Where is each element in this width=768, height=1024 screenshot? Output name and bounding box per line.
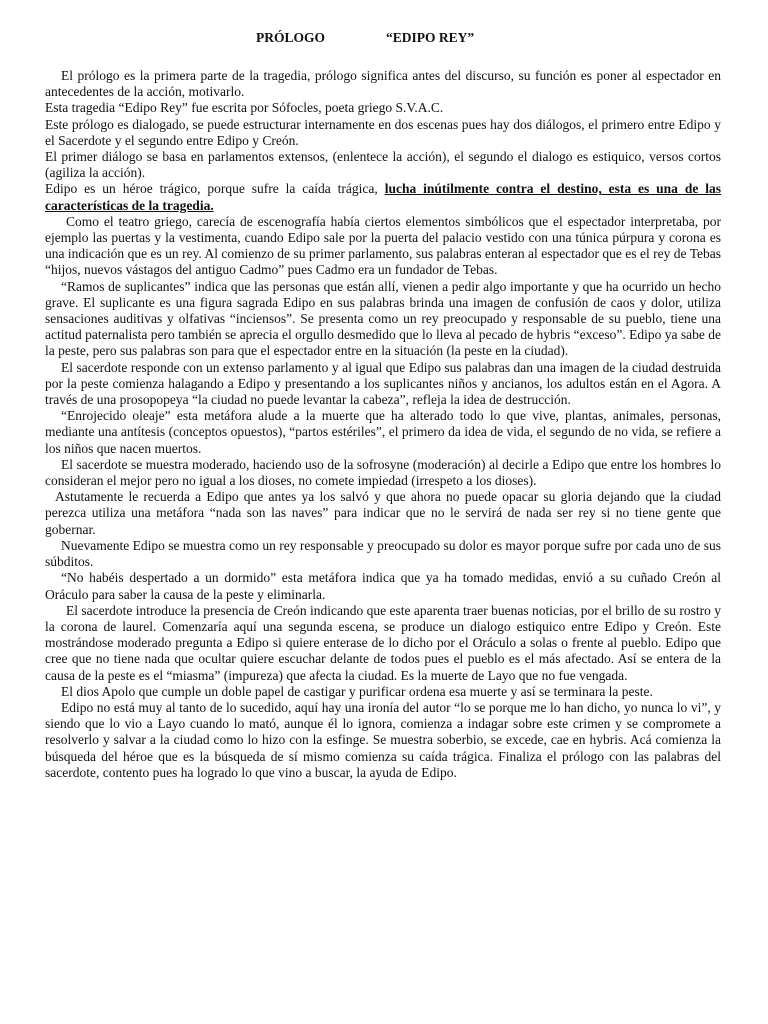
paragraph: El prólogo es la primera parte de la tragedia, prólogo significa antes del discurso, su función es poner al espectador en antecedentes de la acción, motivarlo. [45,68,721,100]
paragraph: Edipo no está muy al tanto de lo sucedido, aquí hay una ironía del autor “lo se porque me lo han dicho, yo nunca lo vi”, y siendo que lo vio a Layo cuando lo mató, aunque él lo ignora, comienza a indagar sobre este crimen y se compromete a resolverlo y salvar a la ciudad como lo hizo con la esfinge. Se muestra soberbio, se excede, cae en hybris. Acá comienza la búsqueda del héroe que es la búsqueda de sí mismo comienza su caída trágica. Finaliza el prólogo con las palabras del sacerdote, contento pues ha logrado lo que vino a buscar, la ayuda de Edipo. [45,699,721,780]
paragraph: El sacerdote introduce la presencia de Creón indicando que este aparenta traer buenas noticias, por el brillo de su rostro y la corona de laurel. Comenzaría aquí una segunda escena, se produce un dialogo estiquico entre Edipo y Creón. Este mostrándose moderado pregunta a Edipo si quiere enterase de lo dicho por el Oráculo a solas o frente al pueblo. Edipo que cree que no tiene nada que ocultar quiere escuchar delante de todos pues el pueblo es el más afectado. Así se entera de la causa de la peste es el “miasma” (impureza) que afecta la ciudad. Es la muerte de Layo que no fue vengada. [45,602,721,683]
document-page [45,30,721,781]
paragraph: Como el teatro griego, carecía de escenografía había ciertos elementos simbólicos que el espectador interpretaba, por ejemplo las puertas y la vestimenta, cuando Edipo sale por la puerta del palacio vestido con una túnica púrpura y corona es una indicación que es un rey. Al comienzo de su primer parlamento, sus palabras enteran al espectador que es el rey de Tebas “hijos, nuevos vástagos del antiguo Cadmo” pues Cadmo era un fundador de Tebas. [45,213,721,278]
title-edipo-rey: “EDIPO REY” [386,30,475,45]
paragraph: El primer diálogo se basa en parlamentos extensos, (enlentece la acción), el segundo el dialogo es estiquico, versos cortos (agiliza la acción). [45,149,721,181]
paragraph: El sacerdote responde con un extenso parlamento y al igual que Edipo sus palabras dan una imagen de la ciudad destruida por la peste comienza halagando a Edipo y presentando a los suplicantes niños y ancianos, los adultos están en el Agora. A través de una prosopopeya “la ciudad no puede levantar la cabeza”, refleja la idea de destrucción. [45,359,721,408]
paragraph: “Ramos de suplicantes” indica que las personas que están allí, vienen a pedir algo importante y que ha ocurrido un hecho grave. El suplicante es una figura sagrada Edipo en sus palabras brinda una imagen de confusión de caos y dolor, utiliza sensaciones auditivas y olfativas “inciensos”. Se presenta como un rey preocupado y responsable de su pueblo, tiene una actitud paternalista pero también se aprecia el orgullo desmedido que lo lleva al pecado de hybris “exceso”. Edipo ya sabe de la peste, pero sus palabras son para que el espectador entre en la situación (la peste en la ciudad). [45,278,721,359]
paragraph: Este prólogo es dialogado, se puede estructurar internamente en dos escenas pues hay dos diálogos, el primero entre Edipo y el Sacerdote y el segundo entre Edipo y Creón. [45,116,721,148]
paragraph: Astutamente le recuerda a Edipo que antes ya los salvó y que ahora no puede opacar su gloria dejando que la ciudad perezca utiliza una metáfora “nada son las naves” para indicar que no le servirá de nada ser rey si no tiene gente que gobernar. [45,489,721,537]
title-prologo: PRÓLOGO [256,30,326,45]
paragraph: Esta tragedia “Edipo Rey” fue escrita por Sófocles, poeta griego S.V.A.C. [45,100,444,116]
paragraph: El sacerdote se muestra moderado, haciendo uso de la sofrosyne (moderación) al decirle a Edipo que entre los hombres lo consideran el mejor pero no igual a los dioses, no comete impiedad (irrespeto a los dioses). [45,456,721,489]
document-title [45,30,721,48]
paragraph: Nuevamente Edipo se muestra como un rey responsable y preocupado su dolor es mayor porque sufre por cada uno de sus súbditos. [45,537,721,570]
paragraph: “Enrojecido oleaje” esta metáfora alude a la muerte que ha alterado todo lo que vive, plantas, animales, personas, mediante una antítesis (conceptos opuestos), “partos estériles”, el primero da idea de vida, el segundo de no vida, se refiere a los niños que nacen muertos. [45,408,721,456]
paragraph: Edipo es un héroe trágico, porque sufre la caída trágica, lucha inútilmente contra el destino, esta es una de las características de la tragedia. [45,181,721,213]
paragraph: El dios Apolo que cumple un doble papel de castigar y purificar ordena esa muerte y así se terminara la peste. [61,683,653,699]
underlined-emphasis: lucha inútilmente contra el destino, esta es una de las características de la tragedia. [45,181,721,213]
paragraph: “No habéis despertado a un dormido” esta metáfora indica que ya ha tomado medidas, envió a su cuñado Creón al Oráculo para saber la causa de la peste y eliminarla. [45,570,721,602]
